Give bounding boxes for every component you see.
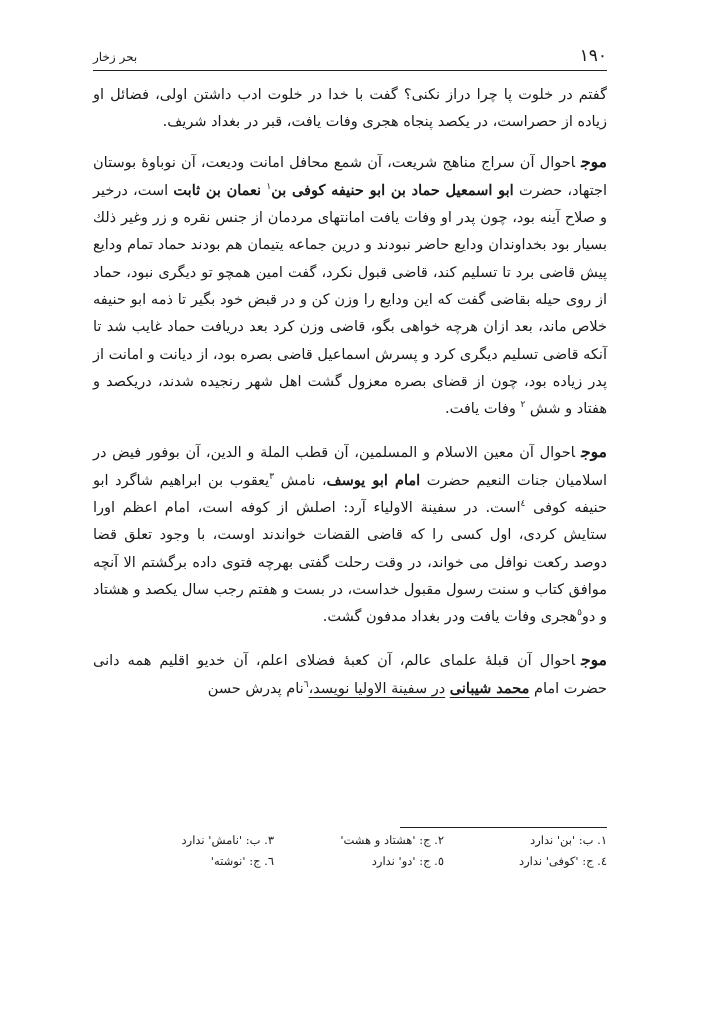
footnotes: [93, 830, 607, 872]
paragraph-text: احوال آن سراج مناهج شریعت، آن شمع محافل امانت ودیعت، آن نوباوۀ بوستان اجتهاد، حضرت: [93, 154, 608, 199]
footnote-6: ٦. ج: 'نوشته': [210, 854, 274, 868]
footnote-divider: [400, 827, 607, 828]
bold-name: نعمان بن ثابت: [173, 181, 262, 199]
paragraph-text: احوال آن قبلۀ علمای عالم، آن کعبۀ فضلای اعلم، آن خدیو اقلیم همه دانی حضرت امام: [93, 652, 607, 697]
running-title: بحر زخار: [93, 50, 138, 64]
paragraph-text: هجری وفات یافت ودر بغداد مدفون گشت.: [322, 609, 578, 626]
paragraph-text: احوال آن معین الاسلام و المسلمین، آن قطب الملة و الدین، آن بوفور فیض در اسلامیان جنات النعیم حضرت: [93, 444, 608, 489]
footnote-row: [93, 830, 607, 851]
footnote-4: ٤. ج: 'کوفی' ندارد: [518, 854, 607, 868]
paragraph-text: در سفینة الاولیا نویسد،: [308, 680, 446, 697]
footnote-3: ٣. ب: 'نامش' ندارد: [181, 833, 274, 847]
main-text: [93, 82, 607, 703]
section-keyword: موج: [581, 649, 607, 669]
page-number: ١٩٠: [579, 46, 607, 66]
paragraph-2: [93, 148, 607, 424]
bold-name: ابو اسمعیل حماد بن ابو حنیفه کوفی بن: [271, 181, 514, 199]
bold-name: امام ابو یوسف: [326, 471, 421, 489]
footnote-marker: ٢: [520, 400, 526, 411]
footnote-marker: ٦: [303, 680, 309, 691]
paragraph-text: نام پدرش حسن: [207, 680, 304, 697]
paragraph-3: [93, 438, 607, 632]
paragraph-text: یعقوب بن ابراهیم شاگرد ابو حنیفه کوفی: [93, 472, 608, 517]
section-keyword: موج: [581, 441, 607, 461]
paragraph-4: [93, 646, 607, 704]
paragraph-1-text: گفتم در خلوت پا چرا دراز نکنی؟ گفت با خدا در خلوت ادب داشتن اولی، فضائل او زیاده از حصراست، در یکصد پنجاه هجری وفات یافت، قبر در بغداد شریف.: [93, 87, 607, 131]
bold-name: محمد شیبانی: [449, 679, 530, 697]
footnote-marker: ٤: [520, 499, 526, 510]
paragraph-text: وفات یافت.: [445, 401, 516, 418]
page-header: [93, 40, 607, 71]
section-keyword: موج: [581, 151, 607, 171]
footnote-row: [93, 851, 607, 872]
footnote-1: ١. ب: 'بن' ندارد: [530, 833, 607, 847]
paragraph-text: است. در سفینة الاولیاء آرد: اصلش از کوفه است، امام اعظم اورا ستایش کردی، اول کسی را که قاضی القضات خواندند اوست، با وجود تعلق قضا دوصد رکعت نوافل می خواند، در وقت رحلت گفتی بهرچه فتوی داده برگشتم الا آنچه موافق کتاب و سنت رسول مقبول خداست، در بست و هفتم رجب سال یکصد و هشتاد و دو: [93, 500, 607, 626]
paragraph-1: [93, 82, 607, 137]
paragraph-text: است، درخیر و صلاح آینه بود، چون پدر او وفات یافت امانتهای مردمان از جنس نقره و زر وغیر ذلك بسیار بود بخداوندان ودایع حاضر نبودند و درین جماعه یتیمان هم بودند حماد تمام ودایع پیش قاضی برد تا تسلیم کند، قاضی قبول نکرد، گفت امین همچو تو دیگری نبود، حماد از روی حیله بقاضی گفت که این ودایع را وزن کن و در قبض خود بگیر تا ذمه ابو حنیفه خلاص ماند، بعد ازان هرچه خواهی بگو، قاضی وزن کرد بعد دریافت حماد غایب شد تا آنکه قاضی تسلیم دیگری کرد و پسرش اسماعیل قاضی بصره بود، از دیانت و امانت از پدر زیاده بود، چون از قضای بصره معزول گشت اهل شهر رنجیده شدند، دریکصد و هفتاد و شش: [93, 182, 607, 418]
footnote-2: ٢. ج: 'هشتاد و هشت': [340, 833, 444, 847]
footnote-marker: ٣: [269, 472, 275, 483]
footnote-marker: ١: [266, 182, 272, 193]
paragraph-text: ، نامش: [280, 472, 327, 489]
footnote-marker: ٥: [577, 608, 582, 619]
footnote-5: ٥. ج: 'دو' ندارد: [371, 854, 444, 868]
